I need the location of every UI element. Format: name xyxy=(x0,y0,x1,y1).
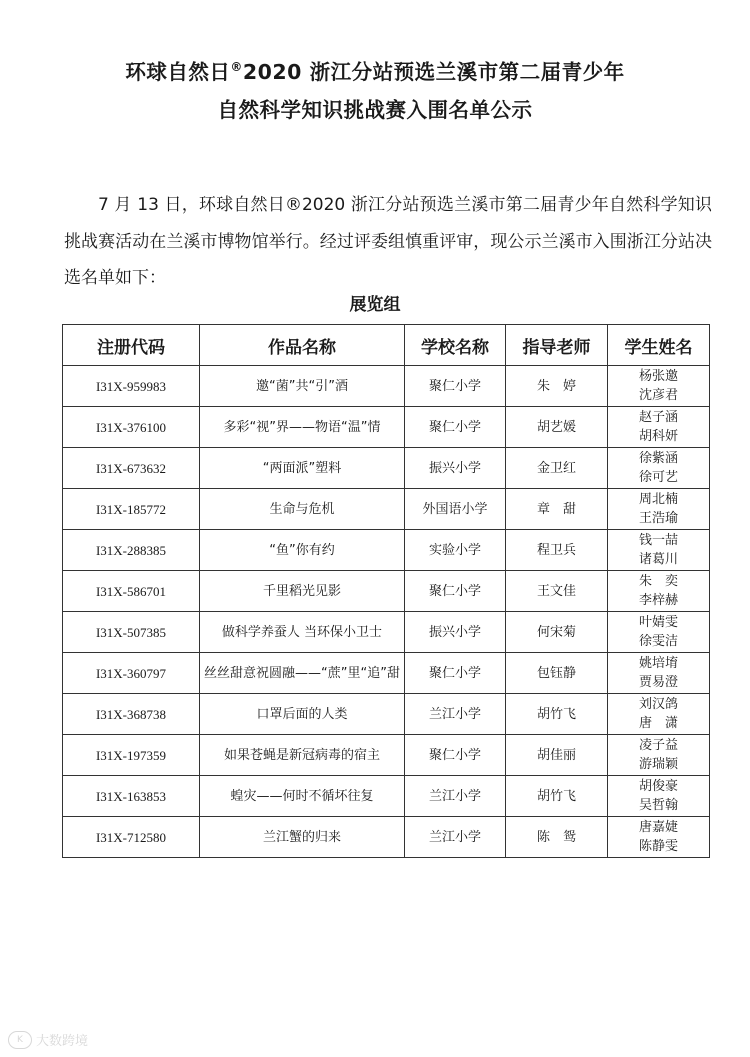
student-name: 李梓赫 xyxy=(638,593,678,608)
watermark-logo-icon: K xyxy=(8,1031,32,1049)
cell-students xyxy=(608,694,710,735)
cell-teacher: 胡竹飞 xyxy=(506,776,608,817)
cell-code: I31X-712580 xyxy=(63,817,200,858)
student-name: 杨张邀 xyxy=(638,369,678,384)
table-row xyxy=(63,571,710,612)
header-students: 学生姓名 xyxy=(608,325,710,366)
cell-teacher: 程卫兵 xyxy=(506,530,608,571)
student-name: 贾易澄 xyxy=(638,675,678,690)
cell-students xyxy=(608,776,710,817)
student-name: 胡俊豪 xyxy=(638,779,678,794)
cell-teacher: 陈 鸳 xyxy=(506,817,608,858)
shortlist-table xyxy=(62,324,710,858)
cell-work: “两面派”塑料 xyxy=(200,448,405,489)
student-name: 游瑞颖 xyxy=(638,757,678,772)
cell-teacher: 胡佳丽 xyxy=(506,735,608,776)
cell-code: I31X-163853 xyxy=(63,776,200,817)
cell-school: 外国语小学 xyxy=(405,489,506,530)
cell-code: I31X-185772 xyxy=(63,489,200,530)
student-name: 周北楠 xyxy=(638,492,678,507)
cell-code: I31X-368738 xyxy=(63,694,200,735)
cell-teacher: 包钰静 xyxy=(506,653,608,694)
title-line-2: 自然科学知识挑战赛入围名单公示 xyxy=(217,98,533,122)
student-name: 陈静雯 xyxy=(638,839,678,854)
cell-teacher: 王文佳 xyxy=(506,571,608,612)
cell-school: 振兴小学 xyxy=(405,448,506,489)
cell-teacher: 何宋菊 xyxy=(506,612,608,653)
student-name: 唐嘉婕 xyxy=(638,820,678,835)
cell-students xyxy=(608,735,710,776)
table-row xyxy=(63,653,710,694)
cell-code: I31X-376100 xyxy=(63,407,200,448)
table-header-row xyxy=(63,325,710,366)
student-name: 凌子益 xyxy=(638,738,678,753)
table-row xyxy=(63,776,710,817)
watermark-text: 大数跨境 xyxy=(36,1034,89,1049)
cell-code: I31X-673632 xyxy=(63,448,200,489)
cell-code: I31X-959983 xyxy=(63,366,200,407)
student-name: 诸葛川 xyxy=(638,552,678,567)
table-row xyxy=(63,530,710,571)
cell-students xyxy=(608,448,710,489)
student-name: 钱一喆 xyxy=(638,533,678,548)
student-name: 徐雯洁 xyxy=(638,634,678,649)
student-name: 朱 奕 xyxy=(638,574,678,589)
student-name: 徐紫涵 xyxy=(638,451,678,466)
header-school: 学校名称 xyxy=(405,325,506,366)
cell-code: I31X-586701 xyxy=(63,571,200,612)
header-teacher: 指导老师 xyxy=(506,325,608,366)
cell-work: 蝗灾——何时不循坏往复 xyxy=(200,776,405,817)
watermark xyxy=(8,1030,88,1049)
header-code: 注册代码 xyxy=(63,325,200,366)
table-row xyxy=(63,817,710,858)
section-title: 展览组 xyxy=(349,295,401,315)
cell-work: 兰江蟹的归来 xyxy=(200,817,405,858)
cell-code: I31X-507385 xyxy=(63,612,200,653)
cell-teacher: 金卫红 xyxy=(506,448,608,489)
student-name: 王浩瑜 xyxy=(638,511,678,526)
table-row xyxy=(63,694,710,735)
cell-work: 做科学养蚕人 当环保小卫士 xyxy=(200,612,405,653)
student-name: 徐可艺 xyxy=(638,470,678,485)
table-row xyxy=(63,448,710,489)
header-work: 作品名称 xyxy=(200,325,405,366)
intro-paragraph: 7 月 13 日，环球自然日®2020 浙江分站预选兰溪市第二届青少年自然科学知识挑战赛活动在兰溪市博物馆举行。经过评委组慎重评审，现公示兰溪市入围浙江分站决选名单如下： xyxy=(64,195,712,288)
table-row xyxy=(63,366,710,407)
student-name: 叶婧雯 xyxy=(638,615,678,630)
cell-work: 如果苍蝇是新冠病毒的宿主 xyxy=(200,735,405,776)
cell-school: 实验小学 xyxy=(405,530,506,571)
cell-work: 千里稻光见影 xyxy=(200,571,405,612)
cell-students xyxy=(608,817,710,858)
title-line-1: 环球自然日®2020 浙江分站预选兰溪市第二届青少年 xyxy=(125,60,625,84)
cell-school: 聚仁小学 xyxy=(405,366,506,407)
cell-school: 聚仁小学 xyxy=(405,571,506,612)
student-name: 吴哲翰 xyxy=(638,798,678,813)
cell-students xyxy=(608,366,710,407)
table-row xyxy=(63,612,710,653)
cell-code: I31X-360797 xyxy=(63,653,200,694)
student-name: 胡科妍 xyxy=(638,429,678,444)
table-row xyxy=(63,489,710,530)
cell-students xyxy=(608,653,710,694)
cell-teacher: 胡竹飞 xyxy=(506,694,608,735)
cell-school: 兰江小学 xyxy=(405,817,506,858)
cell-students xyxy=(608,530,710,571)
cell-teacher: 章 甜 xyxy=(506,489,608,530)
cell-students xyxy=(608,571,710,612)
cell-teacher: 朱 婷 xyxy=(506,366,608,407)
cell-students xyxy=(608,612,710,653)
cell-work: 生命与危机 xyxy=(200,489,405,530)
cell-school: 兰江小学 xyxy=(405,776,506,817)
cell-school: 聚仁小学 xyxy=(405,735,506,776)
cell-work: 多彩“视”界——物语“温”情 xyxy=(200,407,405,448)
cell-work: 邀“菌”共“引”酒 xyxy=(200,366,405,407)
cell-school: 振兴小学 xyxy=(405,612,506,653)
student-name: 姚培堉 xyxy=(638,656,678,671)
table-row xyxy=(63,407,710,448)
cell-work: “鱼”你有约 xyxy=(200,530,405,571)
cell-students xyxy=(608,489,710,530)
cell-school: 兰江小学 xyxy=(405,694,506,735)
cell-teacher: 胡艺媛 xyxy=(506,407,608,448)
cell-code: I31X-288385 xyxy=(63,530,200,571)
cell-students xyxy=(608,407,710,448)
student-name: 唐 潇 xyxy=(638,716,678,731)
student-name: 刘汉鸽 xyxy=(638,697,678,712)
cell-work: 口罩后面的人类 xyxy=(200,694,405,735)
table-row xyxy=(63,735,710,776)
student-name: 赵子涵 xyxy=(638,410,678,425)
student-name: 沈彦君 xyxy=(638,388,678,403)
cell-school: 聚仁小学 xyxy=(405,407,506,448)
cell-code: I31X-197359 xyxy=(63,735,200,776)
cell-school: 聚仁小学 xyxy=(405,653,506,694)
cell-work: 丝丝甜意祝圆融——“蔗”里“追”甜 xyxy=(200,653,405,694)
